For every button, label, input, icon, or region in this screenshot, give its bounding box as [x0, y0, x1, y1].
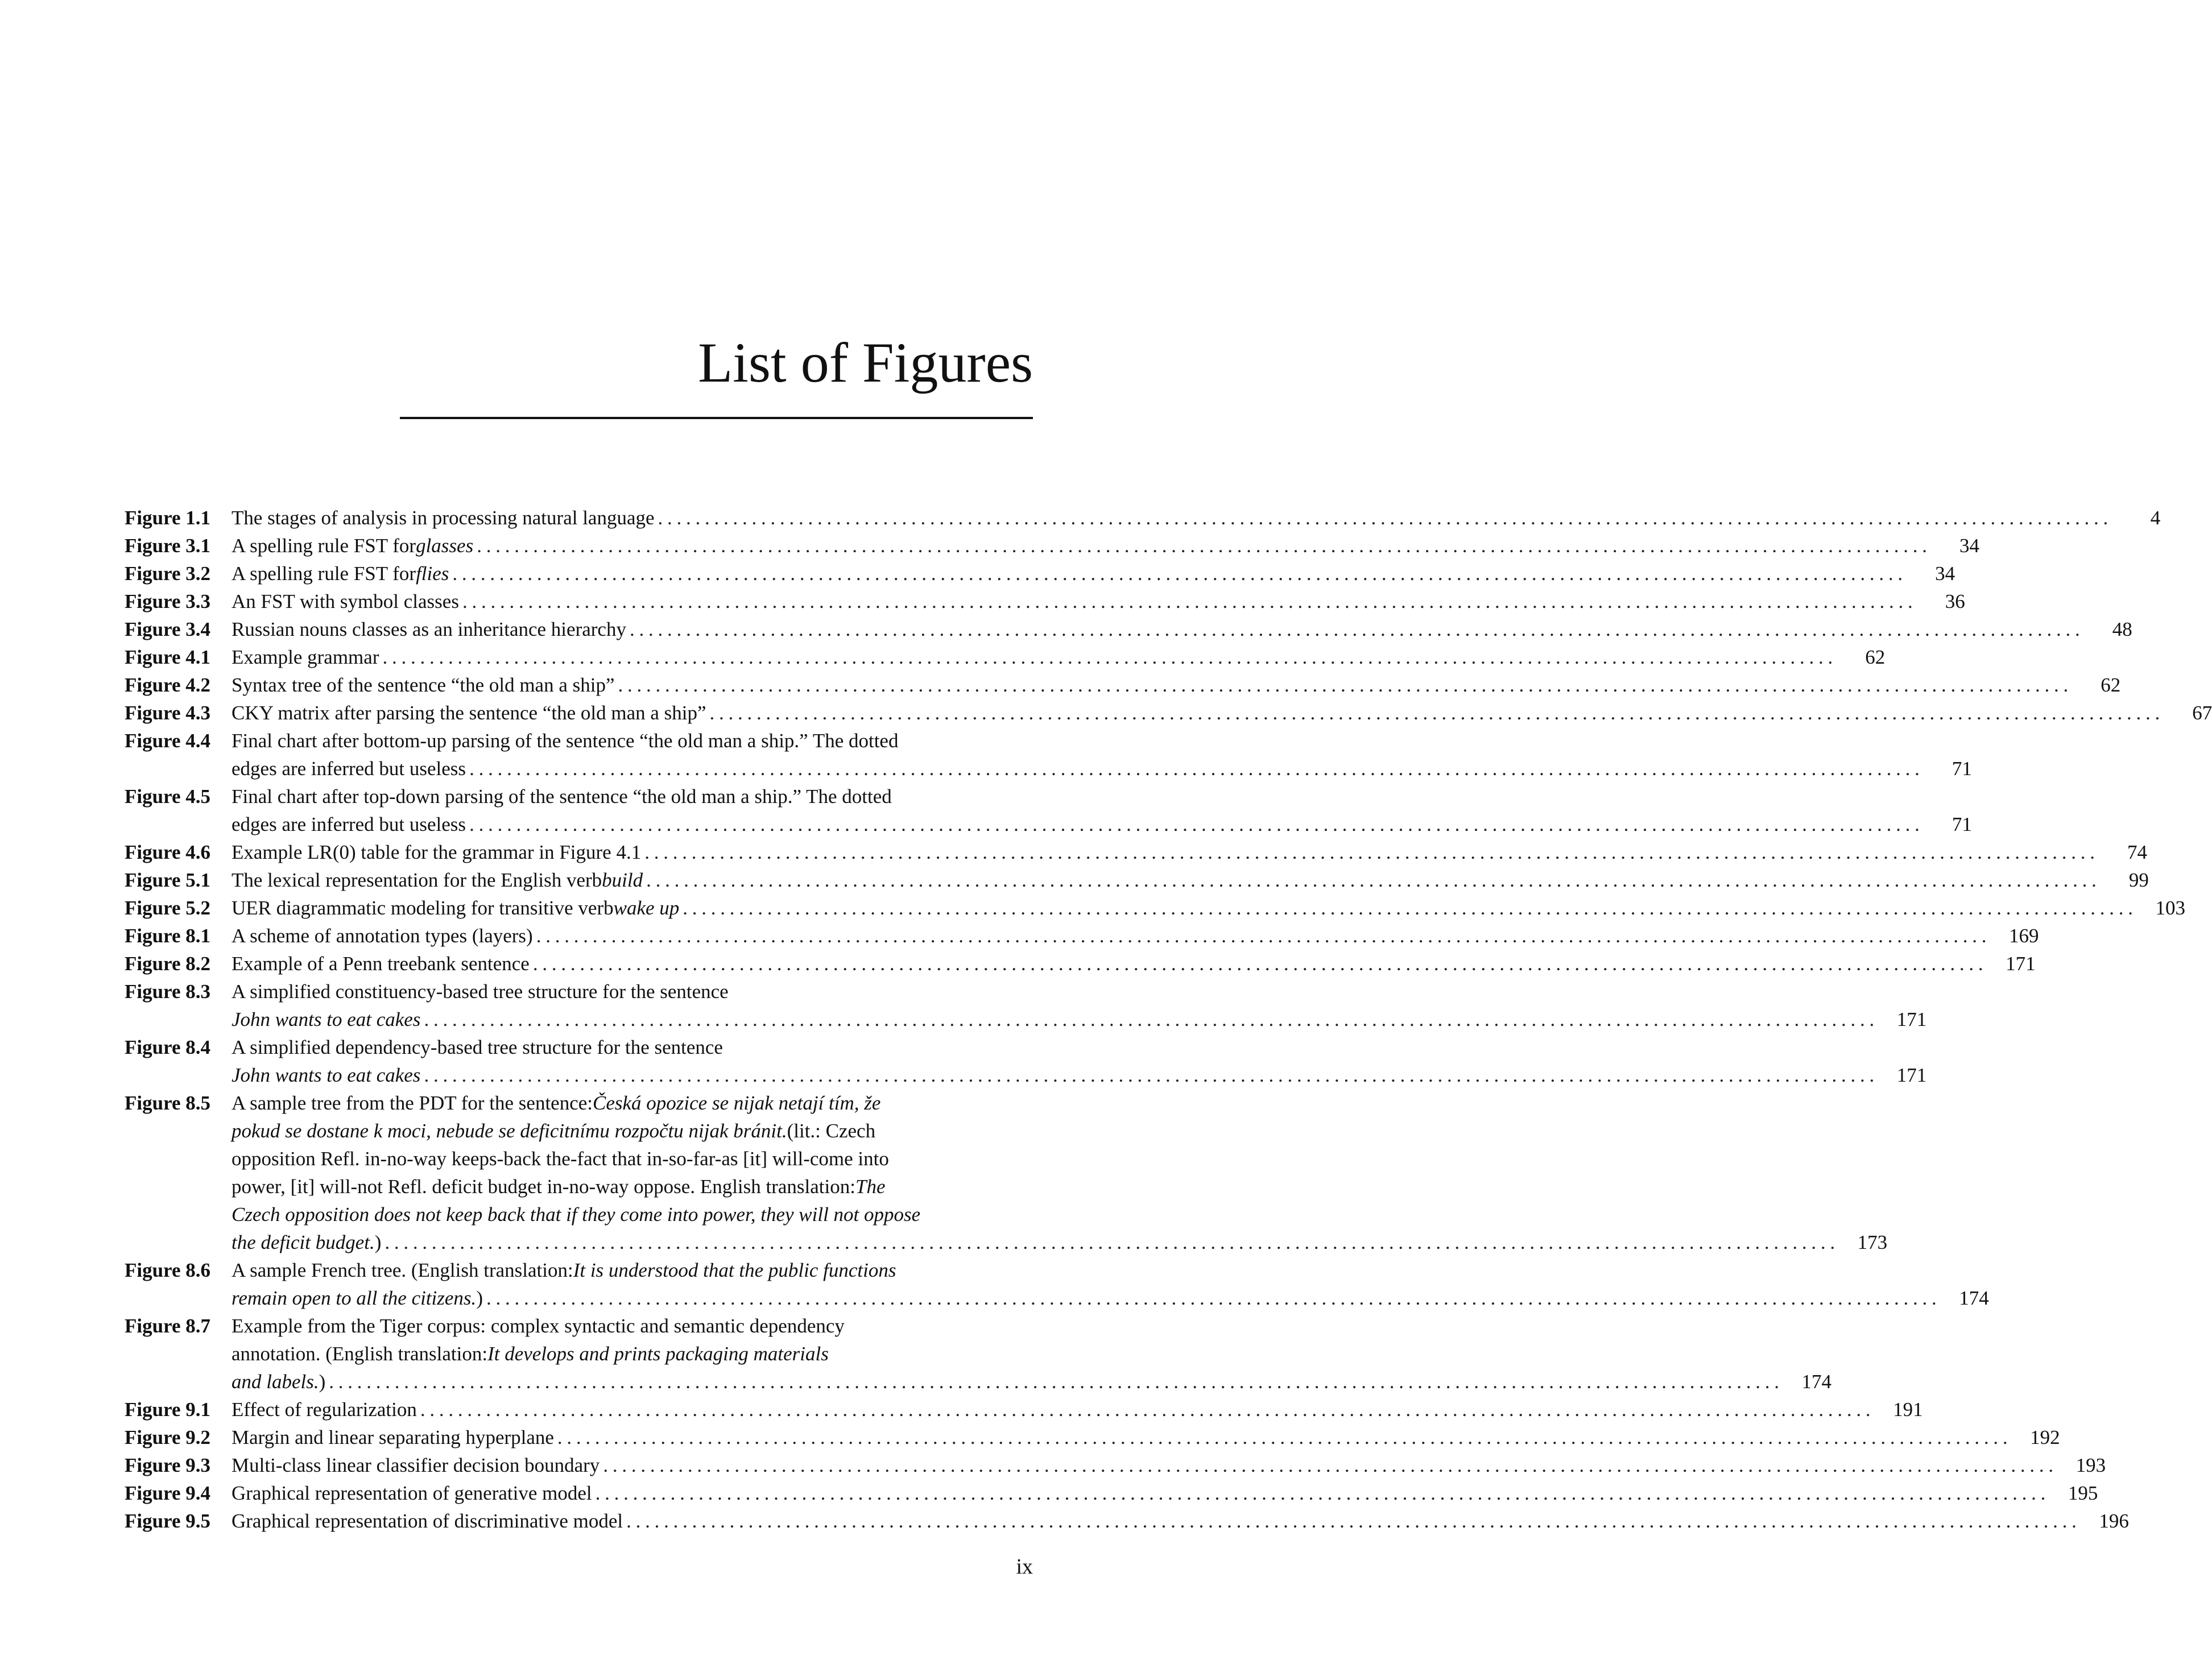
- caption-line: [231, 532, 1979, 560]
- caption-text: John wants to eat cakes: [231, 1008, 421, 1030]
- figure-label: Figure 4.3: [125, 702, 211, 724]
- figure-caption: [231, 1396, 1923, 1423]
- figure-label: Figure 8.7: [125, 1315, 211, 1337]
- caption-line: [231, 615, 2132, 643]
- figure-label: Figure 4.6: [125, 841, 211, 863]
- caption-line: [231, 643, 1886, 671]
- figure-caption: [231, 978, 1926, 1033]
- caption-text: An FST with symbol classes: [231, 590, 459, 612]
- caption-line: [231, 1033, 1881, 1061]
- figure-caption: [231, 1089, 1887, 1256]
- caption-line: [231, 1451, 2106, 1479]
- figure-entry[interactable]: [125, 1451, 2106, 1479]
- figure-entry[interactable]: [125, 1033, 1927, 1089]
- figure-entry[interactable]: [125, 1479, 2098, 1507]
- figure-page: 36: [1945, 590, 1965, 612]
- caption-text: It is understood that the public functions: [573, 1259, 896, 1281]
- dot-leader: [658, 504, 2108, 532]
- caption-line: [231, 1479, 2098, 1507]
- caption-text: CKY matrix after parsing the sentence “the old man a ship”: [231, 702, 706, 724]
- figure-label: Figure 4.4: [125, 730, 211, 752]
- dot-leader: [486, 1284, 1937, 1312]
- caption-text: The lexical representation for the English verb: [231, 869, 602, 891]
- figure-page: 196: [2099, 1510, 2129, 1532]
- figure-caption: [231, 1507, 2129, 1535]
- caption-line: [231, 1396, 1923, 1423]
- caption-text: and labels.: [231, 1371, 319, 1393]
- figure-caption: [231, 894, 2185, 922]
- figure-caption: [231, 783, 1972, 838]
- figure-label: Figure 3.1: [125, 535, 211, 557]
- caption-line: [231, 922, 2039, 950]
- figure-label: Figure 4.1: [125, 646, 211, 668]
- figure-page: 169: [2008, 925, 2039, 947]
- figure-page: 34: [1959, 535, 1979, 557]
- figure-entry[interactable]: [125, 1423, 2060, 1451]
- figure-page: 62: [1865, 646, 1886, 668]
- caption-line: [231, 1284, 1989, 1312]
- caption-text: flies: [416, 562, 449, 585]
- figure-page: 48: [2112, 618, 2132, 640]
- caption-text: A spelling rule FST for: [231, 535, 416, 557]
- figure-entry[interactable]: [125, 1256, 1989, 1312]
- caption-text: Example of a Penn treebank sentence: [231, 953, 530, 975]
- caption-line: [231, 1368, 1832, 1396]
- figure-entry[interactable]: [125, 643, 1886, 671]
- dot-leader: [646, 866, 2097, 894]
- figure-label: Figure 8.4: [125, 1036, 211, 1058]
- caption-text: Russian nouns classes as an inheritance hierarchy: [231, 618, 626, 640]
- dot-leader: [420, 1396, 1871, 1423]
- caption-line: [231, 1340, 1786, 1368]
- caption-line: [231, 1201, 1842, 1228]
- caption-line: [231, 504, 2161, 532]
- caption-text: Effect of regularization: [231, 1398, 417, 1421]
- caption-text: John wants to eat cakes: [231, 1064, 421, 1086]
- figure-entry[interactable]: [125, 699, 2212, 727]
- dot-leader: [630, 615, 2080, 643]
- caption-text: glasses: [416, 535, 474, 557]
- figure-page: 193: [2075, 1454, 2106, 1476]
- dot-leader: [469, 810, 1920, 838]
- figure-page: 192: [2030, 1426, 2060, 1448]
- figure-caption: [231, 504, 2160, 532]
- figure-entry[interactable]: [125, 1507, 2129, 1535]
- caption-text: Example from the Tiger corpus: complex syntactic and semantic dependency: [231, 1315, 845, 1337]
- page-title: List of Figures: [698, 331, 1033, 394]
- caption-line: [231, 810, 1972, 838]
- figure-caption: [231, 1479, 2098, 1507]
- figure-page: 34: [1935, 562, 1955, 585]
- dot-leader: [477, 532, 1927, 560]
- figure-label: Figure 8.5: [125, 1092, 211, 1114]
- figure-label: Figure 3.3: [125, 590, 211, 612]
- dot-leader: [710, 699, 2160, 727]
- figure-page: 71: [1951, 813, 1972, 835]
- figure-page: 173: [1857, 1231, 1888, 1253]
- dot-leader: [384, 1228, 1835, 1256]
- caption-text: ): [476, 1287, 483, 1309]
- figure-page: 4: [2150, 507, 2161, 529]
- caption-line: [231, 1256, 1944, 1284]
- figure-caption: [231, 950, 2036, 978]
- figure-label: Figure 9.2: [125, 1426, 211, 1448]
- title-rule: [400, 417, 1033, 419]
- caption-text: (lit.: Czech: [787, 1120, 876, 1142]
- figure-entry[interactable]: [125, 587, 1965, 615]
- caption-text: ): [374, 1231, 382, 1253]
- caption-text: Czech opposition does not keep back that if they come into power, they will not oppose: [231, 1203, 921, 1226]
- caption-text: Graphical representation of discriminative model: [231, 1510, 623, 1532]
- figure-label: Figure 9.1: [125, 1398, 211, 1421]
- caption-text: Multi-class linear classifier decision boundary: [231, 1454, 600, 1476]
- dot-leader: [536, 922, 1987, 950]
- caption-text: the deficit budget.: [231, 1231, 375, 1253]
- figure-label: Figure 8.2: [125, 953, 211, 975]
- caption-line: [231, 671, 2121, 699]
- caption-text: edges are inferred but useless: [231, 758, 466, 780]
- caption-text: The stages of analysis in processing natural language: [231, 507, 655, 529]
- figure-label: Figure 3.4: [125, 618, 211, 640]
- figure-entry[interactable]: [125, 783, 1972, 838]
- caption-line: [231, 1005, 1927, 1033]
- figure-label: Figure 1.1: [125, 507, 211, 529]
- figure-page: 174: [1801, 1371, 1832, 1393]
- caption-line: [231, 1173, 1842, 1201]
- figure-label: Figure 9.4: [125, 1482, 211, 1504]
- dot-leader: [424, 1005, 1874, 1033]
- figure-label: Figure 8.1: [125, 925, 211, 947]
- dot-leader: [557, 1423, 2008, 1451]
- dot-leader: [533, 950, 1983, 978]
- caption-text: A scheme of annotation types (layers): [231, 925, 533, 947]
- caption-line: [231, 838, 2147, 866]
- dot-leader: [424, 1061, 1874, 1089]
- caption-text: build: [602, 869, 643, 891]
- caption-line: [231, 978, 1881, 1005]
- figure-entry[interactable]: [125, 978, 1927, 1033]
- figure-page: 191: [1893, 1398, 1923, 1421]
- caption-text: The: [855, 1175, 886, 1198]
- figure-entry[interactable]: [125, 1089, 1888, 1256]
- dot-leader: [626, 1507, 2077, 1535]
- caption-text: Margin and linear separating hyperplane: [231, 1426, 554, 1448]
- figure-caption: [231, 615, 2132, 643]
- caption-line: [231, 1507, 2129, 1535]
- caption-line: [231, 1228, 1888, 1256]
- figure-page: 103: [2155, 897, 2186, 919]
- caption-text: It develops and prints packaging materials: [487, 1343, 829, 1365]
- figure-caption: [231, 922, 2039, 950]
- caption-line: [231, 727, 1926, 755]
- caption-text: pokud se dostane k moci, nebude se deficitnímu rozpočtu nijak bránit.: [231, 1120, 787, 1142]
- figure-caption: [231, 838, 2147, 866]
- caption-text: annotation. (English translation:: [231, 1343, 488, 1365]
- figure-caption: [231, 1423, 2060, 1451]
- dot-leader: [462, 587, 1913, 615]
- figure-label: Figure 5.1: [125, 869, 211, 891]
- figure-page: 171: [1896, 1064, 1927, 1086]
- figure-page: 99: [2128, 869, 2149, 891]
- caption-text: opposition Refl. in-no-way keeps-back the-fact that in-so-far-as [it] will-come into: [231, 1148, 889, 1170]
- caption-line: [231, 1089, 1842, 1117]
- figure-label: Figure 8.6: [125, 1259, 211, 1281]
- figure-page: 171: [2006, 953, 2036, 975]
- page-number: ix: [1016, 1555, 1033, 1579]
- caption-line: [231, 1145, 1842, 1173]
- caption-text: Syntax tree of the sentence “the old man a ship”: [231, 674, 615, 696]
- caption-text: Graphical representation of generative model: [231, 1482, 592, 1504]
- caption-line: [231, 699, 2212, 727]
- dot-leader: [683, 894, 2133, 922]
- figure-page: 62: [2101, 674, 2121, 696]
- caption-text: edges are inferred but useless: [231, 813, 466, 835]
- figure-entry[interactable]: [125, 560, 1955, 587]
- figure-entry[interactable]: [125, 866, 2149, 894]
- figure-caption: [231, 643, 1885, 671]
- figure-caption: [231, 560, 1955, 587]
- caption-text: A sample French tree. (English translation:: [231, 1259, 573, 1281]
- caption-line: [231, 950, 2036, 978]
- figure-page: 67: [2192, 702, 2212, 724]
- caption-line: [231, 560, 1955, 587]
- figure-page: 174: [1959, 1287, 1989, 1309]
- figure-label: Figure 8.3: [125, 980, 211, 1003]
- caption-text: UER diagrammatic modeling for transitive verb: [231, 897, 614, 919]
- caption-text: Example LR(0) table for the grammar in Figure 4.1: [231, 841, 642, 863]
- caption-text: A simplified dependency-based tree structure for the sentence: [231, 1036, 723, 1058]
- caption-text: A spelling rule FST for: [231, 562, 416, 585]
- caption-text: power, [it] will-not Refl. deficit budget in-no-way oppose. English translation:: [231, 1175, 855, 1198]
- caption-line: [231, 866, 2149, 894]
- dot-leader: [644, 838, 2095, 866]
- figure-entry[interactable]: [125, 1396, 1923, 1423]
- caption-text: Final chart after bottom-up parsing of the sentence “the old man a ship.” The dotted: [231, 730, 899, 752]
- figure-entry[interactable]: [125, 615, 2132, 643]
- figure-label: Figure 9.5: [125, 1510, 211, 1532]
- dot-leader: [618, 671, 2069, 699]
- dot-leader: [382, 643, 1833, 671]
- figure-page: 195: [2068, 1482, 2098, 1504]
- figure-label: Figure 4.2: [125, 674, 211, 696]
- figure-entry[interactable]: [125, 671, 2121, 699]
- dot-leader: [469, 755, 1920, 783]
- caption-text: A sample tree from the PDT for the sentence:: [231, 1092, 593, 1114]
- caption-text: Česká opozice se nijak netají tím, že: [593, 1092, 881, 1114]
- figure-list: [125, 504, 2212, 1535]
- caption-text: ): [319, 1371, 326, 1393]
- caption-text: Example grammar: [231, 646, 379, 668]
- figure-caption: [231, 866, 2149, 894]
- caption-line: [231, 1117, 1842, 1145]
- figure-entry[interactable]: [125, 1312, 1832, 1396]
- figure-label: Figure 9.3: [125, 1454, 211, 1476]
- figure-caption: [231, 1256, 1989, 1312]
- figure-caption: [231, 1033, 1926, 1089]
- figure-caption: [231, 671, 2120, 699]
- figure-caption: [231, 699, 2212, 727]
- figure-page: 171: [1896, 1008, 1927, 1030]
- figure-page: 71: [1951, 758, 1972, 780]
- caption-line: [231, 1061, 1927, 1089]
- caption-line: [231, 587, 1965, 615]
- figure-label: Figure 5.2: [125, 897, 211, 919]
- figure-entry[interactable]: [125, 727, 1972, 783]
- caption-line: [231, 1312, 1786, 1340]
- figure-entry[interactable]: [125, 950, 2036, 978]
- dot-leader: [603, 1451, 2053, 1479]
- figure-caption: [231, 532, 1979, 560]
- dot-leader: [452, 560, 1903, 587]
- caption-line: [231, 894, 2186, 922]
- figure-caption: [231, 727, 1972, 783]
- figure-label: Figure 4.5: [125, 785, 211, 808]
- caption-line: [231, 755, 1972, 783]
- caption-text: remain open to all the citizens.: [231, 1287, 477, 1309]
- figure-caption: [231, 587, 1965, 615]
- dot-leader: [329, 1368, 1779, 1396]
- figure-entry[interactable]: [125, 532, 1979, 560]
- caption-text: Final chart after top-down parsing of the sentence “the old man a ship.” The dotted: [231, 785, 892, 808]
- caption-text: wake up: [613, 897, 680, 919]
- caption-line: [231, 783, 1926, 810]
- caption-line: [231, 1423, 2060, 1451]
- caption-text: A simplified constituency-based tree structure for the sentence: [231, 980, 729, 1003]
- figure-entry[interactable]: [125, 504, 2161, 532]
- figure-caption: [231, 1312, 1831, 1396]
- figure-entry[interactable]: [125, 894, 2186, 922]
- figure-page: 74: [2127, 841, 2147, 863]
- dot-leader: [596, 1479, 2046, 1507]
- figure-entry[interactable]: [125, 838, 2147, 866]
- figure-label: Figure 3.2: [125, 562, 211, 585]
- figure-entry[interactable]: [125, 922, 2039, 950]
- figure-caption: [231, 1451, 2106, 1479]
